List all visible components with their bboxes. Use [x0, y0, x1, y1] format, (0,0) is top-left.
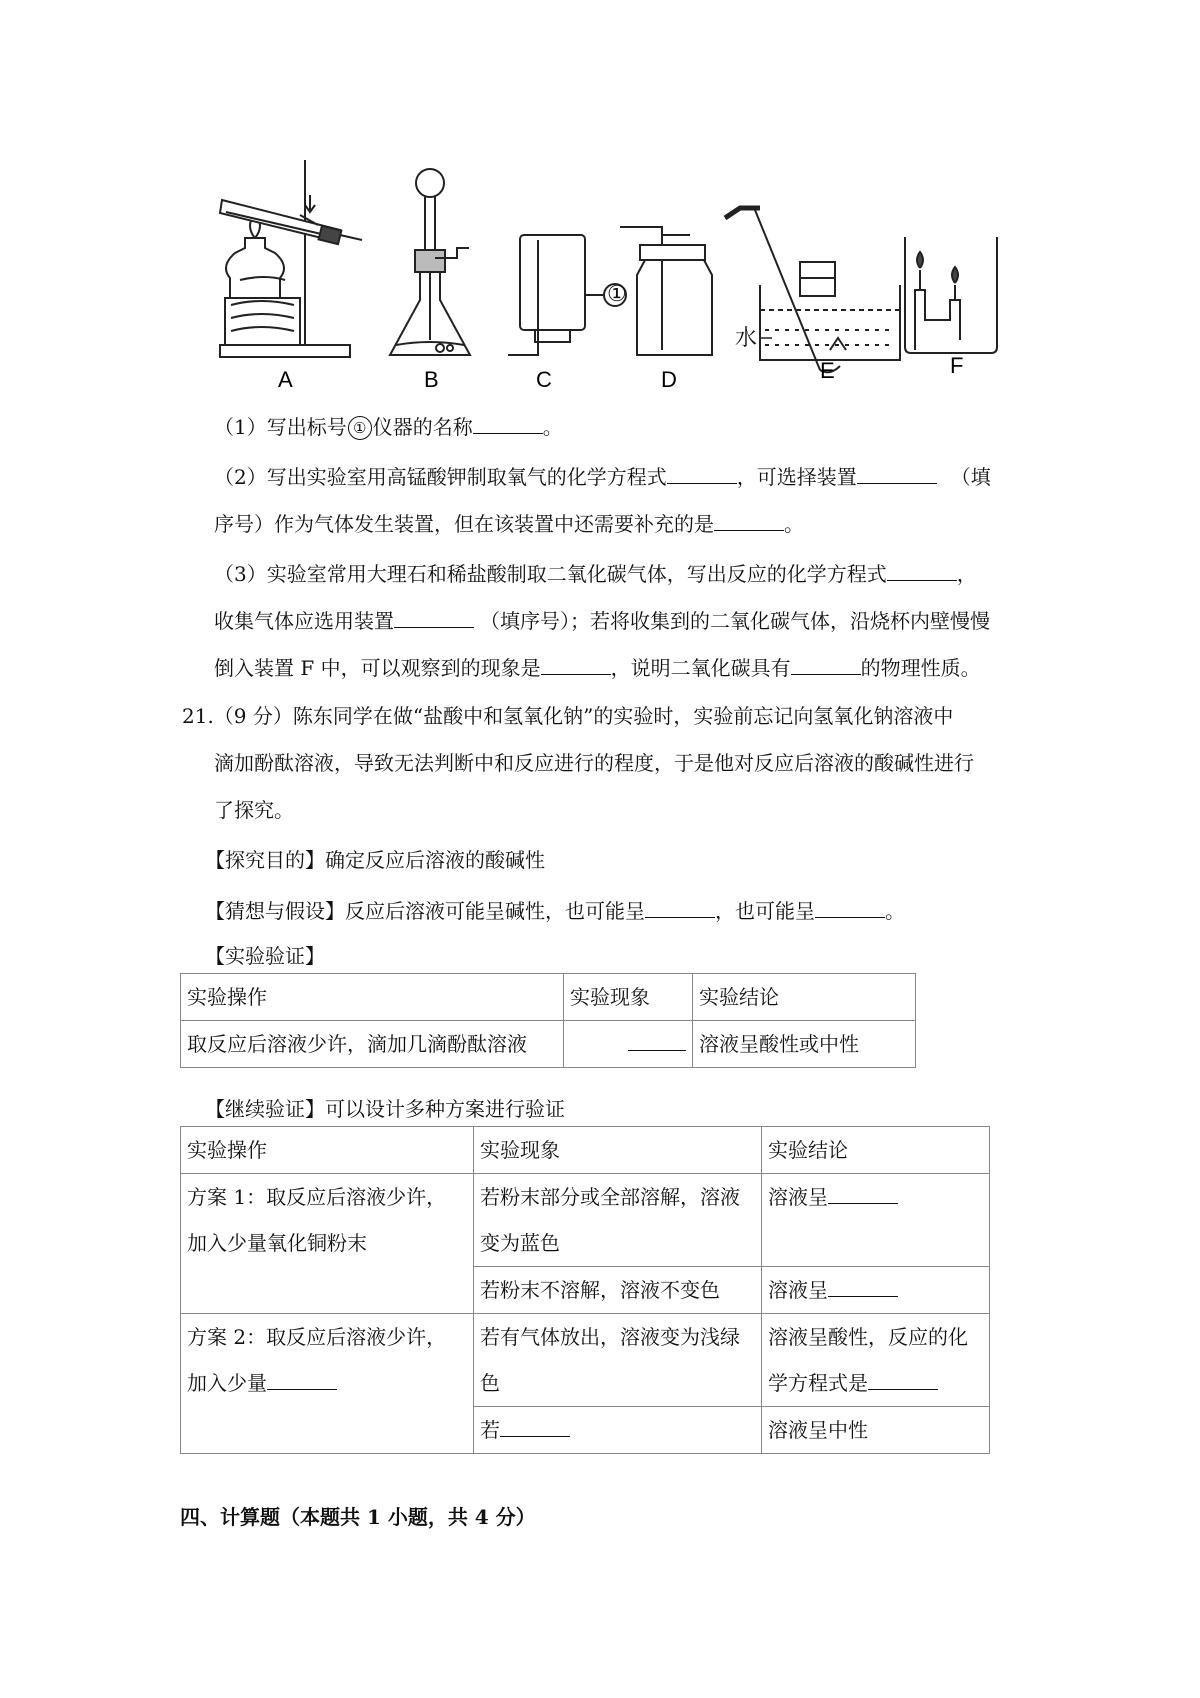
- q21-line1: 21.（9 分）陈东同学在做“盐酸中和氢氧化钠”的实验时，实验前忘记向氢氧化钠溶液中: [182, 704, 954, 728]
- blank[interactable]: [645, 895, 715, 918]
- label-c: C: [536, 367, 552, 392]
- q20-part3-line3: 倒入装置 F 中，可以观察到的现象是 ，说明二氧化碳具有 的物理性质。: [214, 652, 981, 682]
- header-cell: 实验现象: [474, 1127, 762, 1174]
- table-header-row: [181, 1127, 990, 1174]
- table-cell: 溶液呈: [762, 1174, 990, 1267]
- header-cell: 实验操作: [181, 1127, 474, 1174]
- table-row: [181, 1174, 990, 1267]
- table-cell: 若粉末不溶解，溶液不变色: [474, 1267, 762, 1314]
- hypothesis: 【猜想与假设】反应后溶液可能呈碱性，也可能呈 ，也可能呈 。: [205, 895, 905, 925]
- table-cell: 若粉末部分或全部溶解，溶液 变为蓝色: [474, 1174, 762, 1267]
- table-cell: [564, 1021, 693, 1068]
- header-cell: 实验操作: [181, 974, 564, 1021]
- continue-heading: 【继续验证】可以设计多种方案进行验证: [205, 1097, 565, 1121]
- label-d: D: [661, 367, 677, 392]
- circled-1: ①: [348, 416, 372, 440]
- table-cell: 方案 2：取反应后溶液少许， 加入少量: [181, 1314, 474, 1454]
- header-cell: 实验结论: [693, 974, 916, 1021]
- blank[interactable]: [267, 1367, 337, 1390]
- continue-table: [180, 1126, 990, 1454]
- blank[interactable]: [473, 411, 543, 434]
- verify-table: [180, 973, 916, 1068]
- blank[interactable]: [828, 1274, 898, 1297]
- header-cell: 实验结论: [762, 1127, 990, 1174]
- apparatus-d: [620, 227, 712, 355]
- blank[interactable]: [857, 461, 937, 484]
- table-cell: 若: [474, 1407, 762, 1454]
- table-header-row: [181, 974, 916, 1021]
- blank[interactable]: [815, 895, 885, 918]
- blank[interactable]: [828, 1181, 898, 1204]
- q20-part3-line1: （3）实验室常用大理石和稀盐酸制取二氧化碳气体，写出反应的化学方程式 ，: [214, 558, 977, 588]
- table-cell: 溶液呈酸性，反应的化 学方程式是: [762, 1314, 990, 1407]
- table-row: [181, 1021, 916, 1068]
- q21-line2: 滴加酚酞溶液，导致无法判断中和反应进行的程度，于是他对反应后溶液的酸碱性进行: [214, 751, 974, 775]
- blank[interactable]: [887, 558, 957, 581]
- blank[interactable]: [541, 652, 611, 675]
- q20-part1: （1）写出标号 ① 仪器的名称 。: [214, 411, 563, 441]
- q20-part2-line1: （2）写出实验室用高锰酸钾制取氧气的化学方程式 ，可选择装置 （填: [214, 461, 991, 491]
- table-cell: 溶液呈: [762, 1267, 990, 1314]
- purpose: 【探究目的】确定反应后溶液的酸碱性: [205, 848, 545, 872]
- q20-part2-line2: 序号）作为气体发生装置，但在该装置中还需要补充的是 。: [214, 508, 804, 538]
- label-b: B: [424, 367, 439, 392]
- blank[interactable]: [500, 1414, 570, 1437]
- blank[interactable]: [667, 461, 737, 484]
- marker-1-label: ①: [607, 281, 627, 306]
- verify-heading: 【实验验证】: [205, 944, 325, 968]
- table-cell: 溶液呈酸性或中性: [693, 1021, 916, 1068]
- blank[interactable]: [628, 1028, 686, 1051]
- table-cell: 方案 1：取反应后溶液少许， 加入少量氧化铜粉末: [181, 1174, 474, 1314]
- apparatus-figure: [0, 0, 1200, 400]
- section-4-heading: 四、计算题（本题共 1 小题，共 4 分）: [180, 1505, 536, 1529]
- blank[interactable]: [714, 508, 784, 531]
- label-f: F: [950, 353, 964, 378]
- water-label: 水: [735, 325, 758, 350]
- apparatus-b: [390, 169, 470, 355]
- table-row: [181, 1314, 990, 1407]
- q21-line3: 了探究。: [214, 798, 294, 822]
- blank[interactable]: [868, 1367, 938, 1390]
- table-cell: 若有气体放出，溶液变为浅绿 色: [474, 1314, 762, 1407]
- apparatus-f: [905, 237, 997, 353]
- header-cell: 实验现象: [564, 974, 693, 1021]
- q20-part3-line2: 收集气体应选用装置 （填序号）；若将收集到的二氧化碳气体，沿烧杯内壁慢慢: [214, 605, 990, 635]
- apparatus-a: [220, 160, 362, 357]
- label-e: E: [820, 358, 835, 383]
- table-cell: 溶液呈中性: [762, 1407, 990, 1454]
- table-cell: 取反应后溶液少许，滴加几滴酚酞溶液: [181, 1021, 564, 1068]
- label-a: A: [278, 367, 293, 392]
- blank[interactable]: [394, 605, 474, 628]
- blank[interactable]: [791, 652, 861, 675]
